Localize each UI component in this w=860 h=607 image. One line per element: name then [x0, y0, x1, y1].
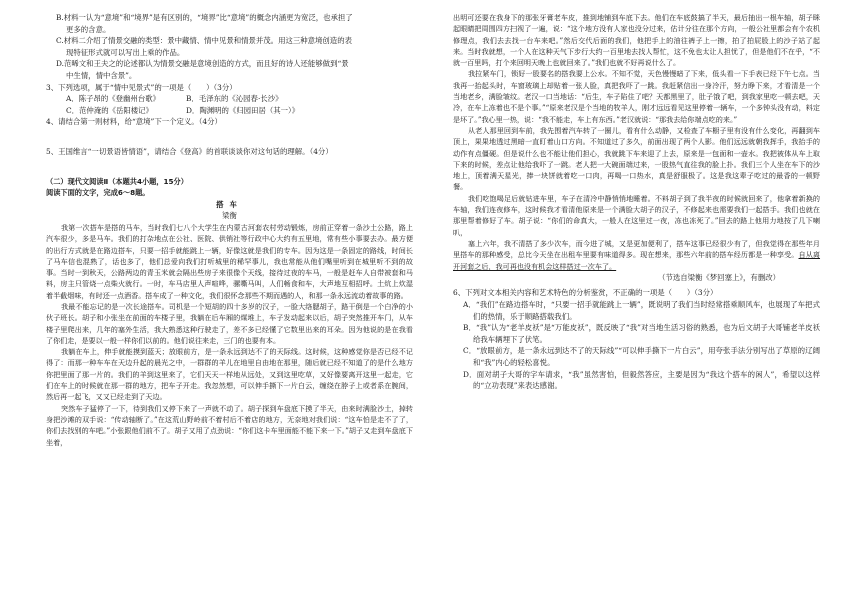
passage-paragraph-8: 我们吃饱喝足后就钻进车里，车子在清冷中静悄悄地睡着。不料胡子到了我半夜的时候就回来了，他拿着新换的车轴，我们连夜修车，这时候我才看清他原来是一个满脸大胡子的汉子，不修起来也需要我们一起搭手。我们也就在那里帮着修好了车。胡子说：“你们的命真大，一般人在这里过一夜，冻也冻死了。”回去的路上他用力地按了几下喇叭， [453, 193, 820, 237]
question-3: 3、下列选项，属于“情中见景式”的一项是（ ）（3分） [46, 82, 237, 92]
q6-option-d: D．面对胡子大哥的字车请求，“我”虽然害怕，但毅然答应，主要是因为“我这个搭车的闲人”，希望以这样的“立功表现”来表达感谢。 [463, 369, 820, 391]
passage-paragraph-3: 我躺在车上，伸手就能摸到蓝天；放眼前方，是一条永远到达不了的天际线。这时候，这种感觉你是否已经不记得了：而那一种车车在天边升起的晨光之中，一群群的羊儿在地里自由地在那里，随后就已经不知道了的是什么地方你把里面了那一片的。我们的羊到这里来了，它们天天一样地从远处，又到这里吃草，又好像要离开这里一起走，它们在车上的时候就在那一群的地方，把车子开走。我忽然想，可以伸手撕下一片白云，缠绕在脖子上或者系在腕间，然后再一起飞，又又已经走到了天边。 [46, 347, 413, 402]
q2-option-b-cont: 更多的含意。 [66, 24, 111, 34]
q2-option-c: C.材料二介绍了情景交融的类型：景中藏情、情中见景和情景并茂。用这三种意境创造的表 [56, 36, 352, 46]
section-heading: （二）现代文阅读Ⅱ（本题共4小题，15分） [46, 176, 188, 186]
q2-option-b: B.材料一认为“意境”和“境界”是有区别的，“境界”比“意境”的概念内涵更为宽泛，也承担了 [56, 13, 353, 22]
q3-option-c: C．范仲淹的《岳阳楼记》 [66, 105, 153, 115]
q2-option-c-cont: 现特征形式就可以写出上乘的作品。 [66, 47, 185, 57]
question-5: 5、王国维言“一切景语皆情语”，请结合《登高》的首联谈谈你对这句话的理解。（4分） [46, 146, 333, 156]
q6-option-b: B．“我”认为“老羊皮袄”是“万能皮袄”，既反映了“我”对当地生活习俗的熟悉，也为后文胡子大哥铺老羊皮袄给我车辆埋下了伏笔。 [463, 323, 820, 344]
passage-paragraph-4: 突然车子猛停了一下，待到我们又停下来了一声就不动了。胡子探到车盘底下摸了半天，由来时满脸沙土，掉转身把沙滩的双手说：“传动轴断了。”在这荒山野岭前不着村后不着店的地方，无奈地对我们说：“这车怕是走不了了，你们去找别的车吧。”小张跟他们前不了。胡子又用了点劲说：“你们这卡车里面能不能下来一下。”胡子又走到车盘底下坐着， [46, 403, 413, 447]
passage-paragraph-7: 从老人那里回到车前，我先围着汽车转了一圈儿，看有什么动静，又检查了车橱子里有没有什么变化，再翻到车顶上，果果地透过黑暗一直盯着山口方向。不知道过了多久，前面出现了两个人影。他们远远就朝我挥手，我抬手的动作有点僵硬。但是说什么也不能让他们担心，我就跳下车来迎了上去，原来是一包面和一壶水。我把被体从车上取下来的时候，差点让他给我吓了一跳。老人把一大碗面端过来，一股热气直往我的脸上扑。我们三个人坐在车下的沙地上，顶着满天星光，捧一块饼就着吃一口肉，再喝一口热水，真是舒服极了。这是我这辈子吃过的最香的一顿野餐。 [453, 125, 820, 192]
right-column [453, 12, 820, 392]
question-4: 4、请结合第一则材料，给“意境”下一个定义。（4分） [46, 117, 222, 127]
passage-paragraph-1: 我第一次搭车是搭的马车，当时我们七八个大学生在内蒙古河套农村劳动锻炼，房前正穿着一条沙土公路，路上汽车很少，多是马车。我们的打杂地点在公社、医院、供销社等行政中心大约有五里地，常有些小事要去办。最方便的出行方式就是在路边搭车，只要一招手就能跳上一辆，好像这就是我们的专车。因为这是一条固定的路线，时间长了马车信也混熟了，话也多了，他们总爱向我们打听城里的稀罕事儿，我也常能从他们嘴里听到在城里听不到的故事。当时一到秋天，公路两边的青玉米就会隔出些房子来很像个天线，接待过夜的车马，一般是赶车人自带被套和马料，房主只管烧一点柴火就行。一时，车马店里人声喧哗，骡嘶马叫，人们畅食和车，大声地互相招呼。土炕上炊湿着半截烟味，有时还一点酒香。搭车成了一种文化，我们很怀念那些不期而遇的人，和那一条永远流动着故事的路。 [46, 222, 413, 300]
question-6: 6、下列对文本相关内容和艺术特色的分析鉴赏，不正确的一项是（ ）（3分） [453, 288, 718, 298]
passage-paragraph-6: 我拉紧车门，锁好一股要名的搭我要上公水。不知不觉，天色慢慢暗了下来，低头看一下手表已经下午七点。当我再一抬起头时，车窗玻璃上却贴着一张人脸，真把我吓了一跳。我赶紧信出一身冷汗，努力睁下来，才看清是一个当地老乡，满脸皱纹。老汉一口当地话：“后生，车子陷住了吧？天都黑里了，肚子饿了吧，到我家里吃一顿去吧，天冷，在车上冻着也不是个事。”“原来老汉是个当地的牧羊人，刚才远远看见这里停着一辆车，一个多钟头没有动，料定是坏了。”我心里一热，说：“我不能走，车上有东西。”老汉就说：“那我去给你端点吃的来。” [453, 69, 820, 124]
reading-instruction: 阅读下面的文字，完成6～8题。 [46, 188, 150, 198]
passage-paragraph-2: 我最不能忘记的是一次长途搭车。司机是一个短胡的四十多岁的汉子，一脸大络腮胡子，路干倒是一个白净的小伙子班长。胡子和小张坐在前面的车楼子里，我躺在后车厢的煤堆上，车子发动起来以后，胡子突然推开车门，从车楼子里爬出来，几年的塞外生活，我大熟悉这种行驶走了，差不多已经懂了它数里出来的耳朵。因为他说的是在我看了你们走，是要以一般一样你们以前的。他们说往来走，三门的也要有本。 [46, 301, 413, 345]
left-column [46, 12, 413, 448]
underlined-sentence: 自从离开河套之后，我可再也没有机会这样搭过一次车了。 [453, 250, 821, 271]
q2-option-d-cont: 中生情，情中含景”。 [66, 70, 137, 80]
passage-paragraph-9: 塞上六年，我不清搭了多少次车，而今进了城，又是更加便利了，搭车这事已经很少有了，但我觉得在那些年月里搭车的那种感受，总比今天坐在出租车里要有味道得多。现在想来，那些六年前的搭车经历都是一种享受。自从离开河套之后，我可再也没有机会这样搭过一次车了。 [453, 238, 821, 271]
q3-option-d: D．陶渊明的《归园田居（其一）》 [186, 105, 300, 115]
q3-option-a: A．陈子昂的《登幽州台歌》 [66, 94, 161, 104]
q3-option-b: B．毛泽东的《沁园春·长沙》 [186, 94, 283, 104]
story-title: 搭车 [216, 199, 243, 209]
story-author: 梁衡 [222, 211, 237, 221]
q6-option-a: A．“我们”在路边搭车时，“只要一招手就能跳上一辆”，既说明了我们当时经常搭乘顺风车，也展现了车把式们的热情，乐于顺路搭载我们。 [463, 300, 820, 321]
q2-option-d: D.范晞文和王夫之的论述都认为情景交融是意境创造的方式，而且好的诗人还能够做到“景 [56, 59, 349, 69]
q3-options-row2 [46, 105, 413, 117]
q3-options-row1 [46, 93, 413, 105]
passage-source: （节选自梁衡《梦回塞上》，有删改） [658, 272, 780, 282]
passage-paragraph-5: 出明可还要在我身下的那张牙膏老车皮，推到地铺到车底下去。他们在车底鼓搞了半天，最后抽出一根车轴，胡子眯起眼睛把周围四方扫视了一遍，说：“这个地方没有人家也没分过来，估计分往在那个方向，一般公社里都会有个农机修理点，我们去去找一台车来吧。”然后交代后面的我们，他把手上的油往裤子上一擦，拍了拍屁股上的沙子站了起来。当时我就想，一个人在这种天气下步行大约一百里地去找人帮忙，这不免也太让人担忧了，但是他们不在乎，“不就一百里吗，打个来回明天晚上也就回来了。”我们也就不好再说什么了。 [453, 13, 820, 68]
q6-option-c: C．“放眼前方，是一条永远到达不了的天际线”“可以伸手撕下一片白云”，用夸张手法分别写出了草原的辽阔和“我”内心的轻松喜悦。 [463, 346, 820, 367]
